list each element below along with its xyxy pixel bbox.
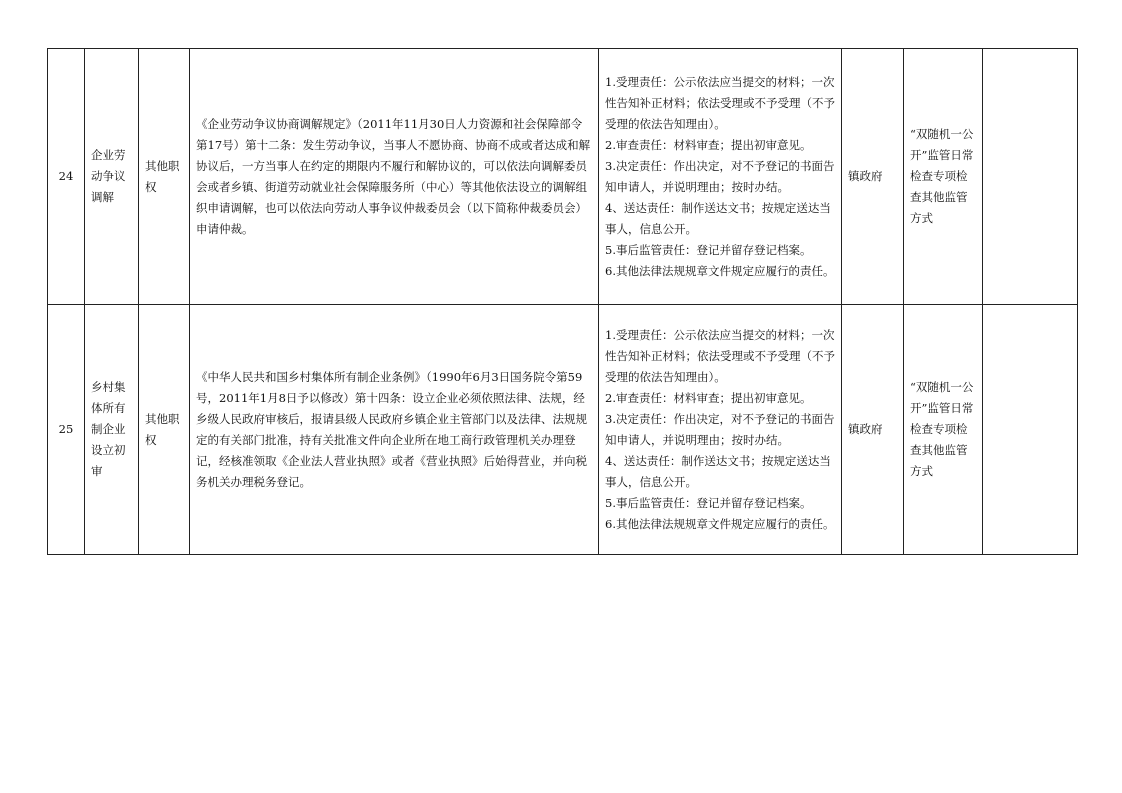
responsibility-item: 6.其他法律法规规章文件规定应履行的责任。	[605, 516, 835, 531]
power-type: 其他职权	[139, 305, 190, 555]
responsibility-item: 2.审查责任：材料审查；提出初审意见。	[605, 390, 812, 405]
legal-basis: 《企业劳动争议协商调解规定》（2011年11月30日人力资源和社会保障部令第17号）第十二条：发生劳动争议，当事人不愿协商、协商不成或者达成和解协议后，一方当事人在约定的期限内不履行和解协议的，可以依法向调解委员会或者乡镇、街道劳动就业社会保障服务所（中心）等其他依法设立的调解组织申请调解，也可以依法向劳动人事争议仲裁委员会（以下简称仲裁委员会）申请仲裁。	[190, 49, 599, 305]
responsible-subject: 镇政府	[842, 49, 904, 305]
remark	[983, 49, 1078, 305]
table-row	[48, 305, 1078, 555]
supervision-method: “双随机一公开”监管日常检查专项检查其他监管方式	[904, 305, 983, 555]
power-list-table	[47, 48, 1078, 555]
responsibility-item: 5.事后监管责任：登记并留存登记档案。	[605, 242, 812, 257]
power-name: 企业劳动争议调解	[85, 49, 139, 305]
responsibility-item: 4、送达责任：制作送达文书；按规定送达当事人，信息公开。	[605, 453, 831, 489]
table-row	[48, 49, 1078, 305]
responsibility-item: 3.决定责任：作出决定，对不予登记的书面告知申请人，并说明理由；按时办结。	[605, 411, 835, 447]
responsibility-item: 3.决定责任：作出决定，对不予登记的书面告知申请人，并说明理由；按时办结。	[605, 158, 835, 194]
responsibility-item: 1.受理责任：公示依法应当提交的材料；一次性告知补正材料；依法受理或不予受理（不予受理的依法告知理由）。	[605, 74, 835, 131]
legal-basis: 《中华人民共和国乡村集体所有制企业条例》（1990年6月3日国务院令第59号，2011年1月8日予以修改）第十四条：设立企业必须依照法律、法规，经乡级人民政府审核后，报请县级人民政府乡镇企业主管部门以及法律、法规规定的有关部门批准，持有关批准文件向企业所在地工商行政管理机关办理登记，经核准领取《企业法人营业执照》或者《营业执照》后始得营业，并向税务机关办理税务登记。	[190, 305, 599, 555]
row-number: 24	[48, 49, 85, 305]
power-name: 乡村集体所有制企业设立初审	[85, 305, 139, 555]
remark	[983, 305, 1078, 555]
responsibility-item: 5.事后监管责任：登记并留存登记档案。	[605, 495, 812, 510]
responsibility-item: 6.其他法律法规规章文件规定应履行的责任。	[605, 263, 835, 278]
responsibility-item: 4、送达责任：制作送达文书；按规定送达当事人，信息公开。	[605, 200, 831, 236]
responsibility-item: 1.受理责任：公示依法应当提交的材料；一次性告知补正材料；依法受理或不予受理（不予受理的依法告知理由）。	[605, 327, 835, 384]
responsibility-list	[599, 49, 842, 305]
row-number: 25	[48, 305, 85, 555]
supervision-method: “双随机一公开”监管日常检查专项检查其他监管方式	[904, 49, 983, 305]
responsible-subject: 镇政府	[842, 305, 904, 555]
responsibility-list	[599, 305, 842, 555]
responsibility-item: 2.审查责任：材料审查；提出初审意见。	[605, 137, 812, 152]
power-type: 其他职权	[139, 49, 190, 305]
